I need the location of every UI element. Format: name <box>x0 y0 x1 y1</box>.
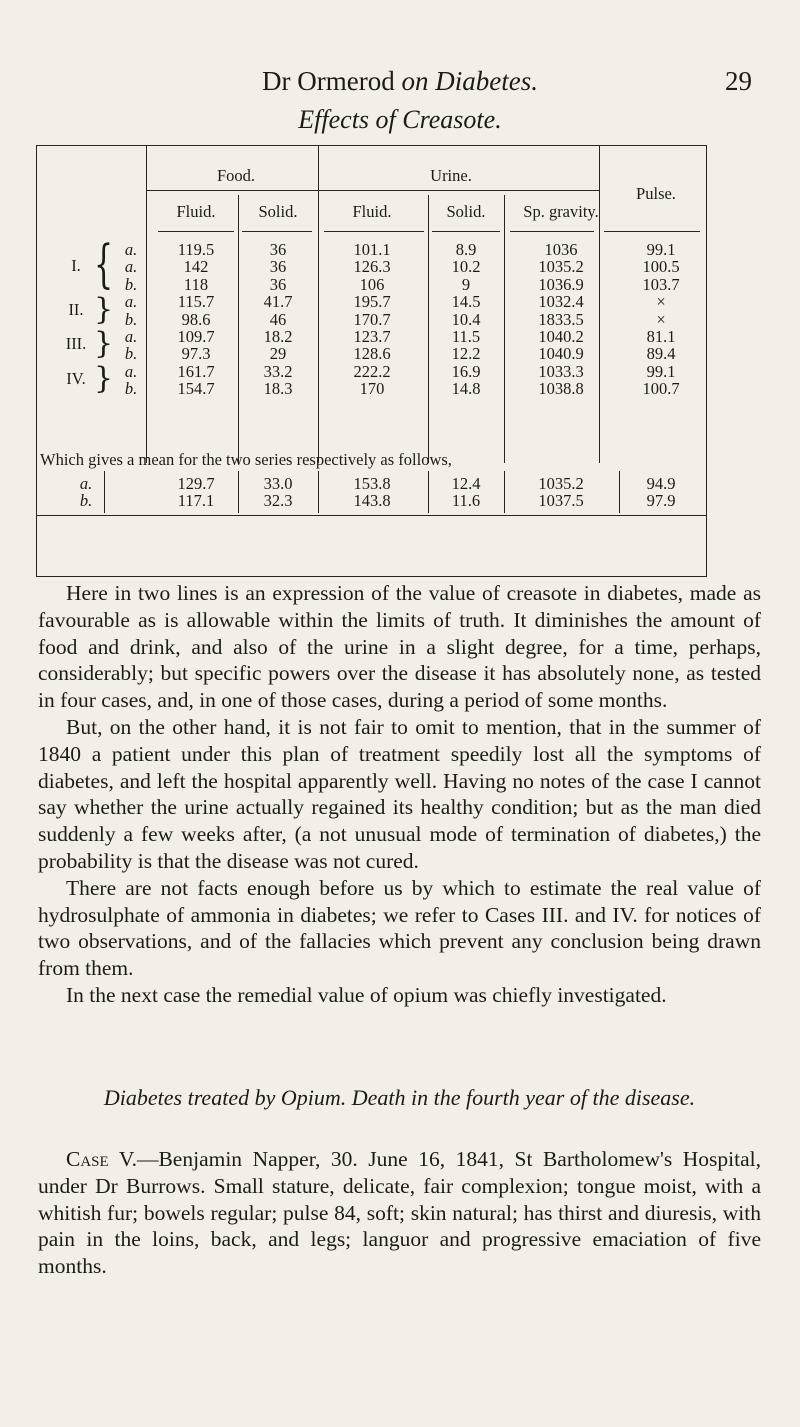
cell-urine-fluid: 106 <box>359 274 385 294</box>
row-label: b. <box>124 309 138 329</box>
rule <box>158 231 234 232</box>
row-label: b. <box>124 274 138 294</box>
cell-sp-gravity: 1036 <box>544 240 578 259</box>
cell-urine-fluid: 126.3 <box>353 257 391 277</box>
mean-food-fluid: 129.7 <box>177 474 215 493</box>
mean-pulse: 97.9 <box>646 491 676 511</box>
cell-pulse: × <box>656 292 666 312</box>
section-heading: Diabetes treated by Opium. Death in the fourth year of the disease. <box>103 1085 696 1110</box>
mean-urine-solid: 12.4 <box>451 474 481 493</box>
sp-gravity-header: Sp. gravity. <box>523 202 599 221</box>
column-rule <box>504 195 505 463</box>
mean-sp-gravity: 1035.2 <box>538 474 584 493</box>
rule <box>146 190 599 191</box>
mean-food-solid: 32.3 <box>263 491 293 511</box>
cell-urine-fluid: 195.7 <box>353 292 391 312</box>
cell-urine-fluid: 123.7 <box>353 327 391 346</box>
cell-urine-solid: 14.5 <box>451 292 481 312</box>
cell-pulse: 99.1 <box>646 240 676 259</box>
cell-urine-fluid: 101.1 <box>353 240 391 259</box>
row-label: a. <box>124 292 138 312</box>
cell-food-solid: 46 <box>269 309 287 329</box>
brace: } <box>94 326 114 362</box>
mean-urine-fluid: 153.8 <box>353 474 391 493</box>
column-rule <box>504 471 505 513</box>
case-v <box>38 1146 761 1280</box>
running-head <box>0 66 800 106</box>
food-fluid-header: Fluid. <box>176 202 216 221</box>
cell-urine-fluid: 222.2 <box>353 361 391 381</box>
food-header: Food. <box>216 166 256 185</box>
mean-food-solid: 33.0 <box>263 474 293 493</box>
cell-food-solid: 36 <box>269 240 287 259</box>
mean-urine-fluid: 143.8 <box>353 491 391 511</box>
cell-sp-gravity: 1035.2 <box>538 257 584 277</box>
paragraph-3: There are not facts enough before us by which to estimate the real value of hydrosulphate of ammonia in diabetes; we refer to Cases III. and IV. for notices of two observations, and of the fallacies which prevent any conclusion being drawn from them. <box>38 875 761 981</box>
case-number: II. <box>68 299 84 319</box>
column-rule <box>428 471 429 513</box>
case-number: IV. <box>66 369 86 389</box>
cell-food-fluid: 98.6 <box>181 309 211 329</box>
urine-fluid-header: Fluid. <box>352 202 392 221</box>
cell-urine-fluid: 128.6 <box>353 344 391 364</box>
urine-header: Urine. <box>430 166 472 185</box>
cell-food-solid: 36 <box>269 274 287 294</box>
rule <box>510 231 594 232</box>
row-label: a. <box>124 257 138 277</box>
cell-pulse: 100.5 <box>642 257 680 277</box>
paragraph-4: In the next case the remedial value of opium was chiefly investigated. <box>66 982 667 1007</box>
column-rule <box>706 145 707 577</box>
cell-sp-gravity: 1040.2 <box>538 327 584 346</box>
running-head-title: Dr Ormerod on Diabetes. <box>262 66 538 96</box>
row-label: b. <box>124 379 138 399</box>
column-rule <box>428 195 429 463</box>
cell-food-solid: 18.2 <box>263 327 293 346</box>
case-number: I. <box>71 256 81 276</box>
cell-urine-solid: 12.2 <box>451 344 481 364</box>
cell-urine-solid: 11.5 <box>451 327 481 346</box>
cell-sp-gravity: 1038.8 <box>538 379 584 399</box>
cell-urine-solid: 16.9 <box>451 361 481 381</box>
pulse-header: Pulse. <box>636 184 676 203</box>
cell-food-fluid: 142 <box>183 257 209 277</box>
column-rule <box>619 471 620 513</box>
cell-urine-solid: 14.8 <box>451 379 481 399</box>
column-rule <box>238 471 239 513</box>
mean-food-fluid: 117.1 <box>177 491 215 511</box>
cell-urine-fluid: 170.7 <box>353 309 391 329</box>
column-rule <box>36 145 37 577</box>
mean-label: b. <box>79 491 93 511</box>
mean-label: a. <box>79 474 93 493</box>
cell-food-solid: 33.2 <box>263 361 293 381</box>
cell-sp-gravity: 1833.5 <box>538 309 584 329</box>
mean-note: Which gives a mean for the two series respectively as follows, <box>40 450 452 469</box>
rule <box>36 576 706 577</box>
cell-food-fluid: 119.5 <box>177 240 215 259</box>
column-rule <box>599 145 600 463</box>
rule <box>242 231 312 232</box>
cell-sp-gravity: 1040.9 <box>538 344 584 364</box>
rule <box>324 231 424 232</box>
case-text: V.—Benjamin Napper, 30. June 16, 1841, St Bartholomew's Hospital, under Dr Burrows. Small stature, delicate, fair complexion; tongue moist, with a whitish fur; bowels regular; pulse 84, soft; skin natural; has thirst and diuresis, with pain in the loins, back, and legs; languor and progressive emaciation of five months. <box>38 1147 761 1279</box>
rule <box>432 231 500 232</box>
rule <box>36 515 706 516</box>
cell-pulse: 100.7 <box>642 379 680 399</box>
cell-pulse: 99.1 <box>646 361 676 381</box>
rule <box>604 231 700 232</box>
row-label: b. <box>124 344 138 364</box>
mean-urine-solid: 11.6 <box>451 491 481 511</box>
cell-food-fluid: 161.7 <box>177 361 215 381</box>
cell-food-solid: 36 <box>269 257 287 277</box>
cell-food-fluid: 154.7 <box>177 379 215 399</box>
mean-sp-gravity: 1037.5 <box>538 491 584 511</box>
cell-food-solid: 29 <box>269 344 287 364</box>
paragraph-2: But, on the other hand, it is not fair to omit to mention, that in the summer of 1840 a patient under this plan of treatment speedily lost all the symptoms of diabetes, and left the hospital apparently well. Having no notes of the case I cannot say whether the urine actually regained its healthy condition; but as the man died suddenly a few weeks after, (a not unusual mode of termination of diabetes,) the probability is that the disease was not cured. <box>38 714 761 873</box>
commentary <box>38 580 761 1009</box>
cell-sp-gravity: 1036.9 <box>538 274 584 294</box>
case-label: Case <box>66 1147 109 1171</box>
page-number: 29 <box>725 66 752 96</box>
column-rule <box>238 195 239 463</box>
cell-urine-fluid: 170 <box>359 379 385 399</box>
table-title: Effects of Creasote. <box>298 105 502 134</box>
creasote-table <box>36 145 706 578</box>
cell-urine-solid: 10.4 <box>451 309 481 329</box>
cell-urine-solid: 8.9 <box>455 240 477 259</box>
cell-food-fluid: 118 <box>183 274 209 294</box>
cell-pulse: 81.1 <box>646 327 676 346</box>
cell-urine-solid: 10.2 <box>451 257 481 277</box>
cell-pulse: × <box>656 309 666 329</box>
row-label: a. <box>124 240 138 259</box>
food-solid-header: Solid. <box>258 202 298 221</box>
row-label: a. <box>124 327 138 346</box>
mean-pulse: 94.9 <box>646 474 676 493</box>
case-number: III. <box>65 334 87 354</box>
column-rule <box>318 145 319 463</box>
column-rule <box>104 471 105 513</box>
row-label: a. <box>124 361 138 381</box>
column-rule <box>318 471 319 513</box>
cell-urine-solid: 9 <box>461 274 471 294</box>
cell-sp-gravity: 1032.4 <box>538 292 584 312</box>
cell-pulse: 89.4 <box>646 344 676 364</box>
brace: } <box>94 291 114 327</box>
cell-sp-gravity: 1033.3 <box>538 361 584 381</box>
brace: } <box>94 361 114 397</box>
cell-food-fluid: 109.7 <box>177 327 215 346</box>
rule <box>36 145 706 146</box>
urine-solid-header: Solid. <box>446 202 486 221</box>
cell-food-solid: 41.7 <box>263 292 293 312</box>
cell-food-fluid: 97.3 <box>181 344 211 364</box>
cell-food-solid: 18.3 <box>263 379 293 399</box>
cell-food-fluid: 115.7 <box>177 292 215 312</box>
cell-pulse: 103.7 <box>642 274 680 294</box>
column-rule <box>146 145 147 463</box>
brace: { <box>94 235 114 295</box>
paragraph-1: Here in two lines is an expression of the value of creasote in diabetes, made as favourable as is allowable within the limits of truth. It diminishes the amount of food and drink, and also of the urine in a slight degree, for a time, perhaps, considerably; but specific powers over the disease it has absolutely none, as tested in four cases, and, in one of those cases, during a period of some months. <box>38 581 761 713</box>
